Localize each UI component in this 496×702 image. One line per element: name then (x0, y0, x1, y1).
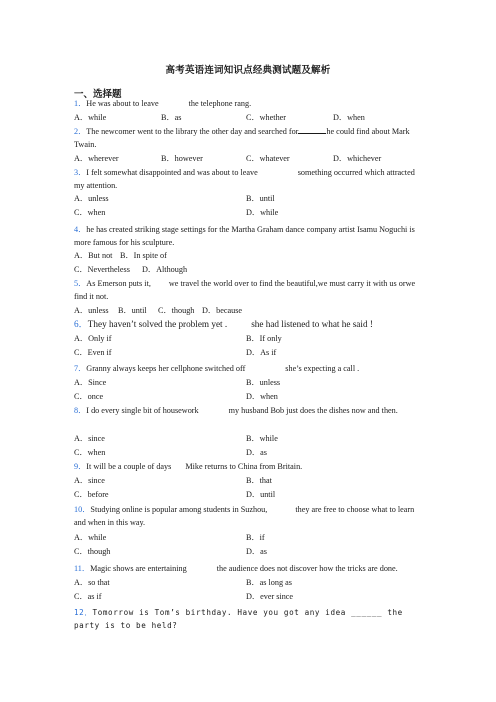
option-c[interactable]: C．before (74, 490, 109, 499)
option-d[interactable]: D．because (202, 306, 243, 315)
document-title: 高考英语连词知识点经典测试题及解析 (165, 66, 331, 76)
option-c[interactable]: C．whatever (246, 154, 290, 163)
option-a[interactable]: A．wherever (74, 154, 119, 163)
option-d[interactable]: D．as (246, 547, 267, 556)
option-c[interactable]: C．though (158, 306, 195, 315)
option-a[interactable]: A．Only if (74, 334, 112, 343)
option-b[interactable]: B．if (246, 533, 265, 542)
option-b[interactable]: B．however (161, 154, 203, 163)
question-6: 6．They haven’t solved the problem yet . she had listened to what he said ! (74, 319, 373, 329)
option-a[interactable]: A．unless (74, 306, 109, 315)
option-b[interactable]: B．until (118, 306, 147, 315)
option-a[interactable]: A．since (74, 434, 105, 443)
option-c[interactable]: C．as if (74, 592, 102, 601)
question-2: 2．The newcomer went to the library the other day and searched for he could find about Mark Twain. (74, 127, 410, 150)
option-c[interactable]: C．Nevertheless (74, 265, 130, 274)
option-c[interactable]: C．when (74, 208, 106, 217)
option-d[interactable]: D．until (246, 490, 276, 499)
option-a[interactable]: A．Since (74, 378, 107, 387)
option-b[interactable]: B．as long as (246, 578, 292, 587)
option-c[interactable]: C．whether (246, 113, 287, 122)
option-d[interactable]: D．while (246, 208, 279, 217)
question-12: 12．Tomorrow is Tom’s birthday. Have you got any idea ______ the party is to be held? (74, 608, 403, 631)
option-c[interactable]: C．though (74, 547, 111, 556)
option-c[interactable]: C．when (74, 448, 106, 457)
option-d[interactable]: D．ever since (246, 592, 294, 601)
option-b[interactable]: B．that (246, 476, 272, 485)
option-a[interactable]: A．while (74, 533, 107, 542)
option-d[interactable]: D．whichever (333, 154, 382, 163)
question-10: 10．Studying online is popular among students in Suzhou, they are free to choose what to learn and when in this way. (74, 505, 415, 528)
option-b[interactable]: B．In spite of (120, 251, 167, 260)
question-11: 11．Magic shows are entertaining the audience does not discover how the tricks are done. (74, 564, 398, 573)
option-b[interactable]: B．while (246, 434, 278, 443)
option-d[interactable]: D．As if (246, 348, 277, 357)
section-heading: 一、选择题 (74, 90, 122, 100)
option-a[interactable]: A．so that (74, 578, 110, 587)
option-d[interactable]: D．when (333, 113, 365, 122)
question-3: 3．I felt somewhat disappointed and was about to leave something occurred which attracted my attention. (74, 168, 415, 191)
question-7: 7．Granny always keeps her cellphone switched off she’s expecting a call . (74, 364, 360, 373)
question-5: 5．As Emerson puts it, we travel the world over to find the beautiful,we must carry it with us orwe find it not. (74, 279, 416, 302)
option-a[interactable]: A．since (74, 476, 105, 485)
question-1: 1．He was about to leave the telephone rang. (74, 99, 252, 108)
option-c[interactable]: C．Even if (74, 348, 112, 357)
question-9: 9．It will be a couple of days Mike returns to China from Britain. (74, 462, 303, 471)
option-a[interactable]: A．while (74, 113, 107, 122)
option-b[interactable]: B．as (161, 113, 182, 122)
question-4: 4．he has created striking stage settings for the Martha Graham dance company artist Isamu Noguchi is more famous for his sculpture. (74, 225, 415, 248)
question-8: 8．I do every single bit of housework my husband Bob just does the dishes now and then. (74, 406, 398, 415)
option-b[interactable]: B．If only (246, 334, 282, 343)
option-b[interactable]: B．until (246, 194, 275, 203)
option-d[interactable]: D．as (246, 448, 267, 457)
option-b[interactable]: B．unless (246, 378, 281, 387)
option-d[interactable]: D．Although (142, 265, 188, 274)
option-d[interactable]: D．when (246, 392, 278, 401)
option-c[interactable]: C．once (74, 392, 104, 401)
option-a[interactable]: A．unless (74, 194, 109, 203)
option-a[interactable]: A．But not (74, 251, 113, 260)
